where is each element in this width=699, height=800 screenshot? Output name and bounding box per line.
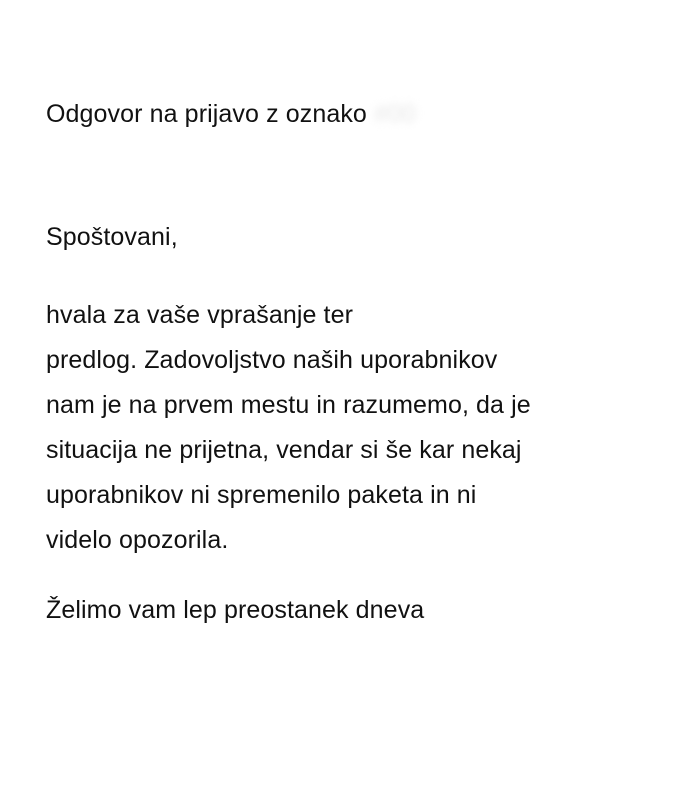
closing-text: Želimo vam lep preostanek dneva bbox=[46, 596, 425, 624]
paragraph-line: predlog. Zadovoljstvo naših uporabnikov bbox=[46, 346, 498, 374]
paragraph-line: uporabnikov ni spremenilo paketa in ni bbox=[46, 481, 477, 509]
message-subject bbox=[46, 95, 416, 133]
paragraph-line: videlo opozorila. bbox=[46, 526, 229, 554]
redacted-ticket-number: #00 bbox=[373, 100, 416, 128]
paragraph-line: hvala za vaše vprašanje ter bbox=[46, 301, 354, 329]
greeting-text: Spoštovani, bbox=[46, 223, 178, 251]
paragraph-line: situacija ne prijetna, vendar si še kar nekaj bbox=[46, 436, 522, 464]
subject-text: Odgovor na prijavo z oznako bbox=[46, 100, 367, 128]
message-paragraph bbox=[46, 293, 531, 563]
paragraph-line: nam je na prvem mestu in razumemo, da je bbox=[46, 391, 531, 419]
